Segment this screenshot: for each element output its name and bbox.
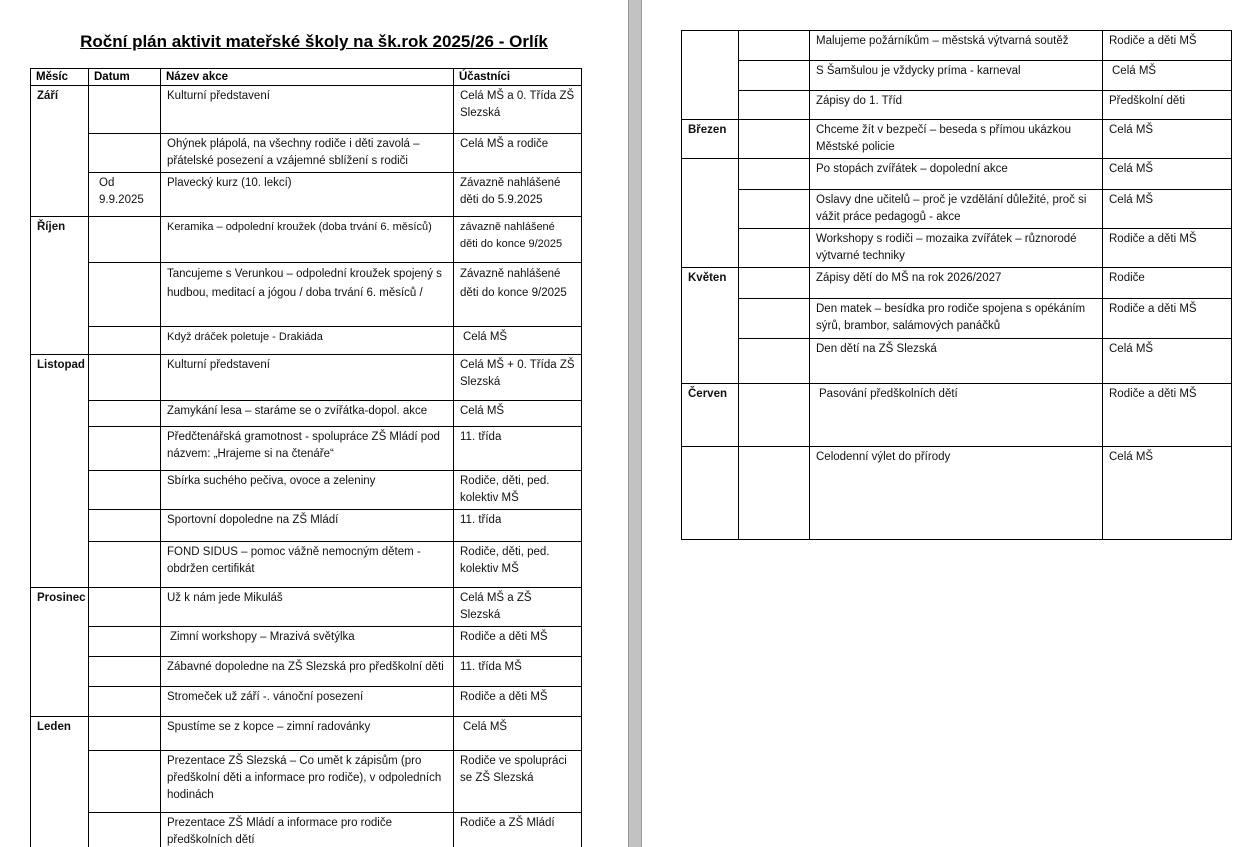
table-row — [682, 339, 1232, 384]
participants-cell: 11. třída — [454, 427, 582, 471]
activity-name-cell: Kulturní představení — [161, 355, 454, 401]
table-row — [682, 190, 1232, 229]
date-cell — [739, 447, 810, 540]
activity-name-cell: Po stopách zvířátek – dopolední akce — [810, 159, 1103, 190]
activity-name-cell: Oslavy dne učitelů – proč je vzdělání důležité, proč si vážit práce pedagogů - akce — [810, 190, 1103, 229]
activity-name-cell: Den matek – besídka pro rodiče spojena s opékáním sýrů, brambor, salámových panáčků — [810, 299, 1103, 339]
date-cell — [89, 401, 161, 427]
table-row — [31, 173, 582, 217]
date-cell — [89, 627, 161, 657]
date-cell — [89, 355, 161, 401]
month-cell: Květen — [682, 268, 739, 384]
table-row — [682, 61, 1232, 91]
table-row — [31, 217, 582, 263]
participants-cell: Celá MŠ a ZŠ Slezská — [454, 588, 582, 627]
activity-name-cell: Prezentace ZŠ Slezská – Co umět k zápisům (pro předškolní děti a informace pro rodiče), v odpoledních hodinách — [161, 751, 454, 813]
date-cell — [739, 339, 810, 384]
participants-cell: 11. třída MŠ — [454, 657, 582, 687]
month-cell: Prosinec — [31, 588, 89, 717]
table-row — [682, 120, 1232, 159]
activity-name-cell: Keramika – odpolední kroužek (doba trvání 6. měsíců) — [161, 217, 454, 263]
participants-cell: Celá MŠ — [1103, 339, 1232, 384]
participants-cell: Celá MŠ — [454, 401, 582, 427]
date-cell — [89, 134, 161, 173]
participants-cell: Celá MŠ a rodiče — [454, 134, 582, 173]
table-row — [31, 687, 582, 717]
table-row — [682, 447, 1232, 540]
date-cell — [89, 717, 161, 751]
table-header-row — [31, 69, 582, 86]
participants-cell: Rodiče a děti MŠ — [454, 627, 582, 657]
date-cell — [89, 217, 161, 263]
participants-cell: 11. třída — [454, 510, 582, 542]
participants-cell: Rodiče a děti MŠ — [1103, 31, 1232, 61]
participants-cell: Celá MŠ — [454, 327, 582, 355]
table-row — [31, 717, 582, 751]
date-cell — [89, 588, 161, 627]
activity-table-page-1 — [30, 68, 582, 847]
participants-cell: Rodiče — [1103, 268, 1232, 299]
date-cell — [89, 510, 161, 542]
activity-name-cell: Když dráček poletuje - Drakiáda — [161, 327, 454, 355]
date-cell — [89, 471, 161, 510]
month-cell: Červen — [682, 384, 739, 447]
participants-cell: Rodiče a děti MŠ — [1103, 299, 1232, 339]
activity-name-cell: Spustíme se z kopce – zimní radovánky — [161, 717, 454, 751]
date-cell — [739, 159, 810, 190]
participants-cell: Celá MŠ — [1103, 61, 1232, 91]
participants-cell: Celá MŠ + 0. Třída ZŠ Slezská — [454, 355, 582, 401]
date-cell — [739, 61, 810, 91]
participants-cell: Rodiče ve spolupráci se ZŠ Slezská — [454, 751, 582, 813]
participants-cell: závazně nahlášené děti do konce 9/2025 — [454, 217, 582, 263]
table-row — [31, 327, 582, 355]
table-row — [31, 657, 582, 687]
table-row — [682, 384, 1232, 447]
header-date: Datum — [89, 69, 161, 86]
activity-name-cell: Sbírka suchého pečiva, ovoce a zeleniny — [161, 471, 454, 510]
participants-cell: Rodiče, děti, ped. kolektiv MŠ — [454, 542, 582, 588]
table-row — [31, 263, 582, 327]
activity-name-cell: Chceme žít v bezpečí – beseda s přímou ukázkou Městské policie — [810, 120, 1103, 159]
date-cell — [89, 657, 161, 687]
participants-cell: Celá MŠ — [1103, 447, 1232, 540]
month-cell: Březen — [682, 120, 739, 159]
table-row — [31, 510, 582, 542]
table-row — [682, 91, 1232, 120]
table-row — [682, 229, 1232, 268]
date-cell — [89, 542, 161, 588]
date-cell — [739, 120, 810, 159]
month-cell — [682, 447, 739, 540]
participants-cell: Rodiče a děti MŠ — [1103, 229, 1232, 268]
activity-name-cell: Předčtenářská gramotnost - spolupráce ZŠ Mládí pod názvem: „Hrajeme si na čtenáře“ — [161, 427, 454, 471]
date-cell — [89, 427, 161, 471]
participants-cell: Celá MŠ — [1103, 190, 1232, 229]
month-cell — [682, 159, 739, 268]
table-row — [31, 427, 582, 471]
table-row — [682, 31, 1232, 61]
document-title: Roční plán aktivit mateřské školy na šk.rok 2025/26 - Orlík — [80, 32, 548, 51]
date-cell — [739, 268, 810, 299]
participants-cell: Rodiče a ZŠ Mládí — [454, 813, 582, 847]
date-cell — [739, 299, 810, 339]
activity-name-cell: Celodenní výlet do přírody — [810, 447, 1103, 540]
activity-name-cell: Kulturní představení — [161, 86, 454, 134]
activity-name-cell: Pasování předškolních dětí — [810, 384, 1103, 447]
header-participants: Účastníci — [454, 69, 582, 86]
date-cell — [739, 190, 810, 229]
participants-cell: Rodiče, děti, ped. kolektiv MŠ — [454, 471, 582, 510]
activity-name-cell: Malujeme požárníkům – městská výtvarná soutěž — [810, 31, 1103, 61]
date-cell — [739, 91, 810, 120]
activity-name-cell: FOND SIDUS – pomoc vážně nemocným dětem - obdržen certifikát — [161, 542, 454, 588]
month-cell: Říjen — [31, 217, 89, 355]
activity-name-cell: Ohýnek plápolá, na všechny rodiče i děti zavolá – přátelské posezení a vzájemné sblížení s rodiči — [161, 134, 454, 173]
page-separator — [628, 0, 642, 847]
date-cell — [89, 751, 161, 813]
date-cell — [89, 263, 161, 327]
activity-name-cell: Zápisy dětí do MŠ na rok 2026/2027 — [810, 268, 1103, 299]
participants-cell: Celá MŠ — [1103, 120, 1232, 159]
table-row — [31, 627, 582, 657]
header-month: Měsíc — [31, 69, 89, 86]
activity-name-cell: Tancujeme s Verunkou – odpolední kroužek spojený s hudbou, meditací a jógou / doba trvání 6. měsíců / — [161, 263, 454, 327]
activity-name-cell: Zimní workshopy – Mrazivá světýlka — [161, 627, 454, 657]
table-row — [31, 813, 582, 847]
activity-name-cell: Už k nám jede Mikuláš — [161, 588, 454, 627]
date-cell — [89, 86, 161, 134]
activity-name-cell: Zápisy do 1. Tříd — [810, 91, 1103, 120]
participants-cell: Předškolní děti — [1103, 91, 1232, 120]
date-cell — [89, 687, 161, 717]
table-row — [31, 751, 582, 813]
date-cell: Od 9.9.2025 — [89, 173, 161, 217]
participants-cell: Celá MŠ — [454, 717, 582, 751]
participants-cell: Celá MŠ — [1103, 159, 1232, 190]
activity-name-cell: Den dětí na ZŠ Slezská — [810, 339, 1103, 384]
table-row — [31, 588, 582, 627]
date-cell — [739, 229, 810, 268]
activity-name-cell: Prezentace ZŠ Mládí a informace pro rodiče předškolních dětí — [161, 813, 454, 847]
participants-cell: Závazně nahlášené děti do konce 9/2025 — [454, 263, 582, 327]
table-row — [682, 159, 1232, 190]
activity-name-cell: Workshopy s rodiči – mozaika zvířátek – různorodé výtvarné techniky — [810, 229, 1103, 268]
table-row — [31, 542, 582, 588]
activity-name-cell: Stromeček už září -. vánoční posezení — [161, 687, 454, 717]
participants-cell: Závazně nahlášené děti do 5.9.2025 — [454, 173, 582, 217]
table-row — [31, 86, 582, 134]
participants-cell: Rodiče a děti MŠ — [454, 687, 582, 717]
month-cell: Září — [31, 86, 89, 217]
activity-table-page-2 — [681, 30, 1232, 540]
activity-name-cell: Plavecký kurz (10. lekcí) — [161, 173, 454, 217]
table-row — [682, 299, 1232, 339]
activity-name-cell: Zábavné dopoledne na ZŠ Slezská pro předškolní děti — [161, 657, 454, 687]
table-row — [31, 134, 582, 173]
header-name: Název akce — [161, 69, 454, 86]
table-row — [682, 268, 1232, 299]
month-cell: Listopad — [31, 355, 89, 588]
table-row — [31, 355, 582, 401]
month-cell: Leden — [31, 717, 89, 847]
activity-name-cell: Sportovní dopoledne na ZŠ Mládí — [161, 510, 454, 542]
date-cell — [739, 384, 810, 447]
document-page-2 — [642, 0, 1250, 847]
date-cell — [89, 327, 161, 355]
table-row — [31, 401, 582, 427]
participants-cell: Rodiče a děti MŠ — [1103, 384, 1232, 447]
month-cell — [682, 31, 739, 120]
activity-name-cell: S Šamšulou je vždycky príma - karneval — [810, 61, 1103, 91]
table-row — [31, 471, 582, 510]
date-cell — [739, 31, 810, 61]
participants-cell: Celá MŠ a 0. Třída ZŠ Slezská — [454, 86, 582, 134]
date-cell — [89, 813, 161, 847]
activity-name-cell: Zamykání lesa – staráme se o zvířátka-dopol. akce — [161, 401, 454, 427]
